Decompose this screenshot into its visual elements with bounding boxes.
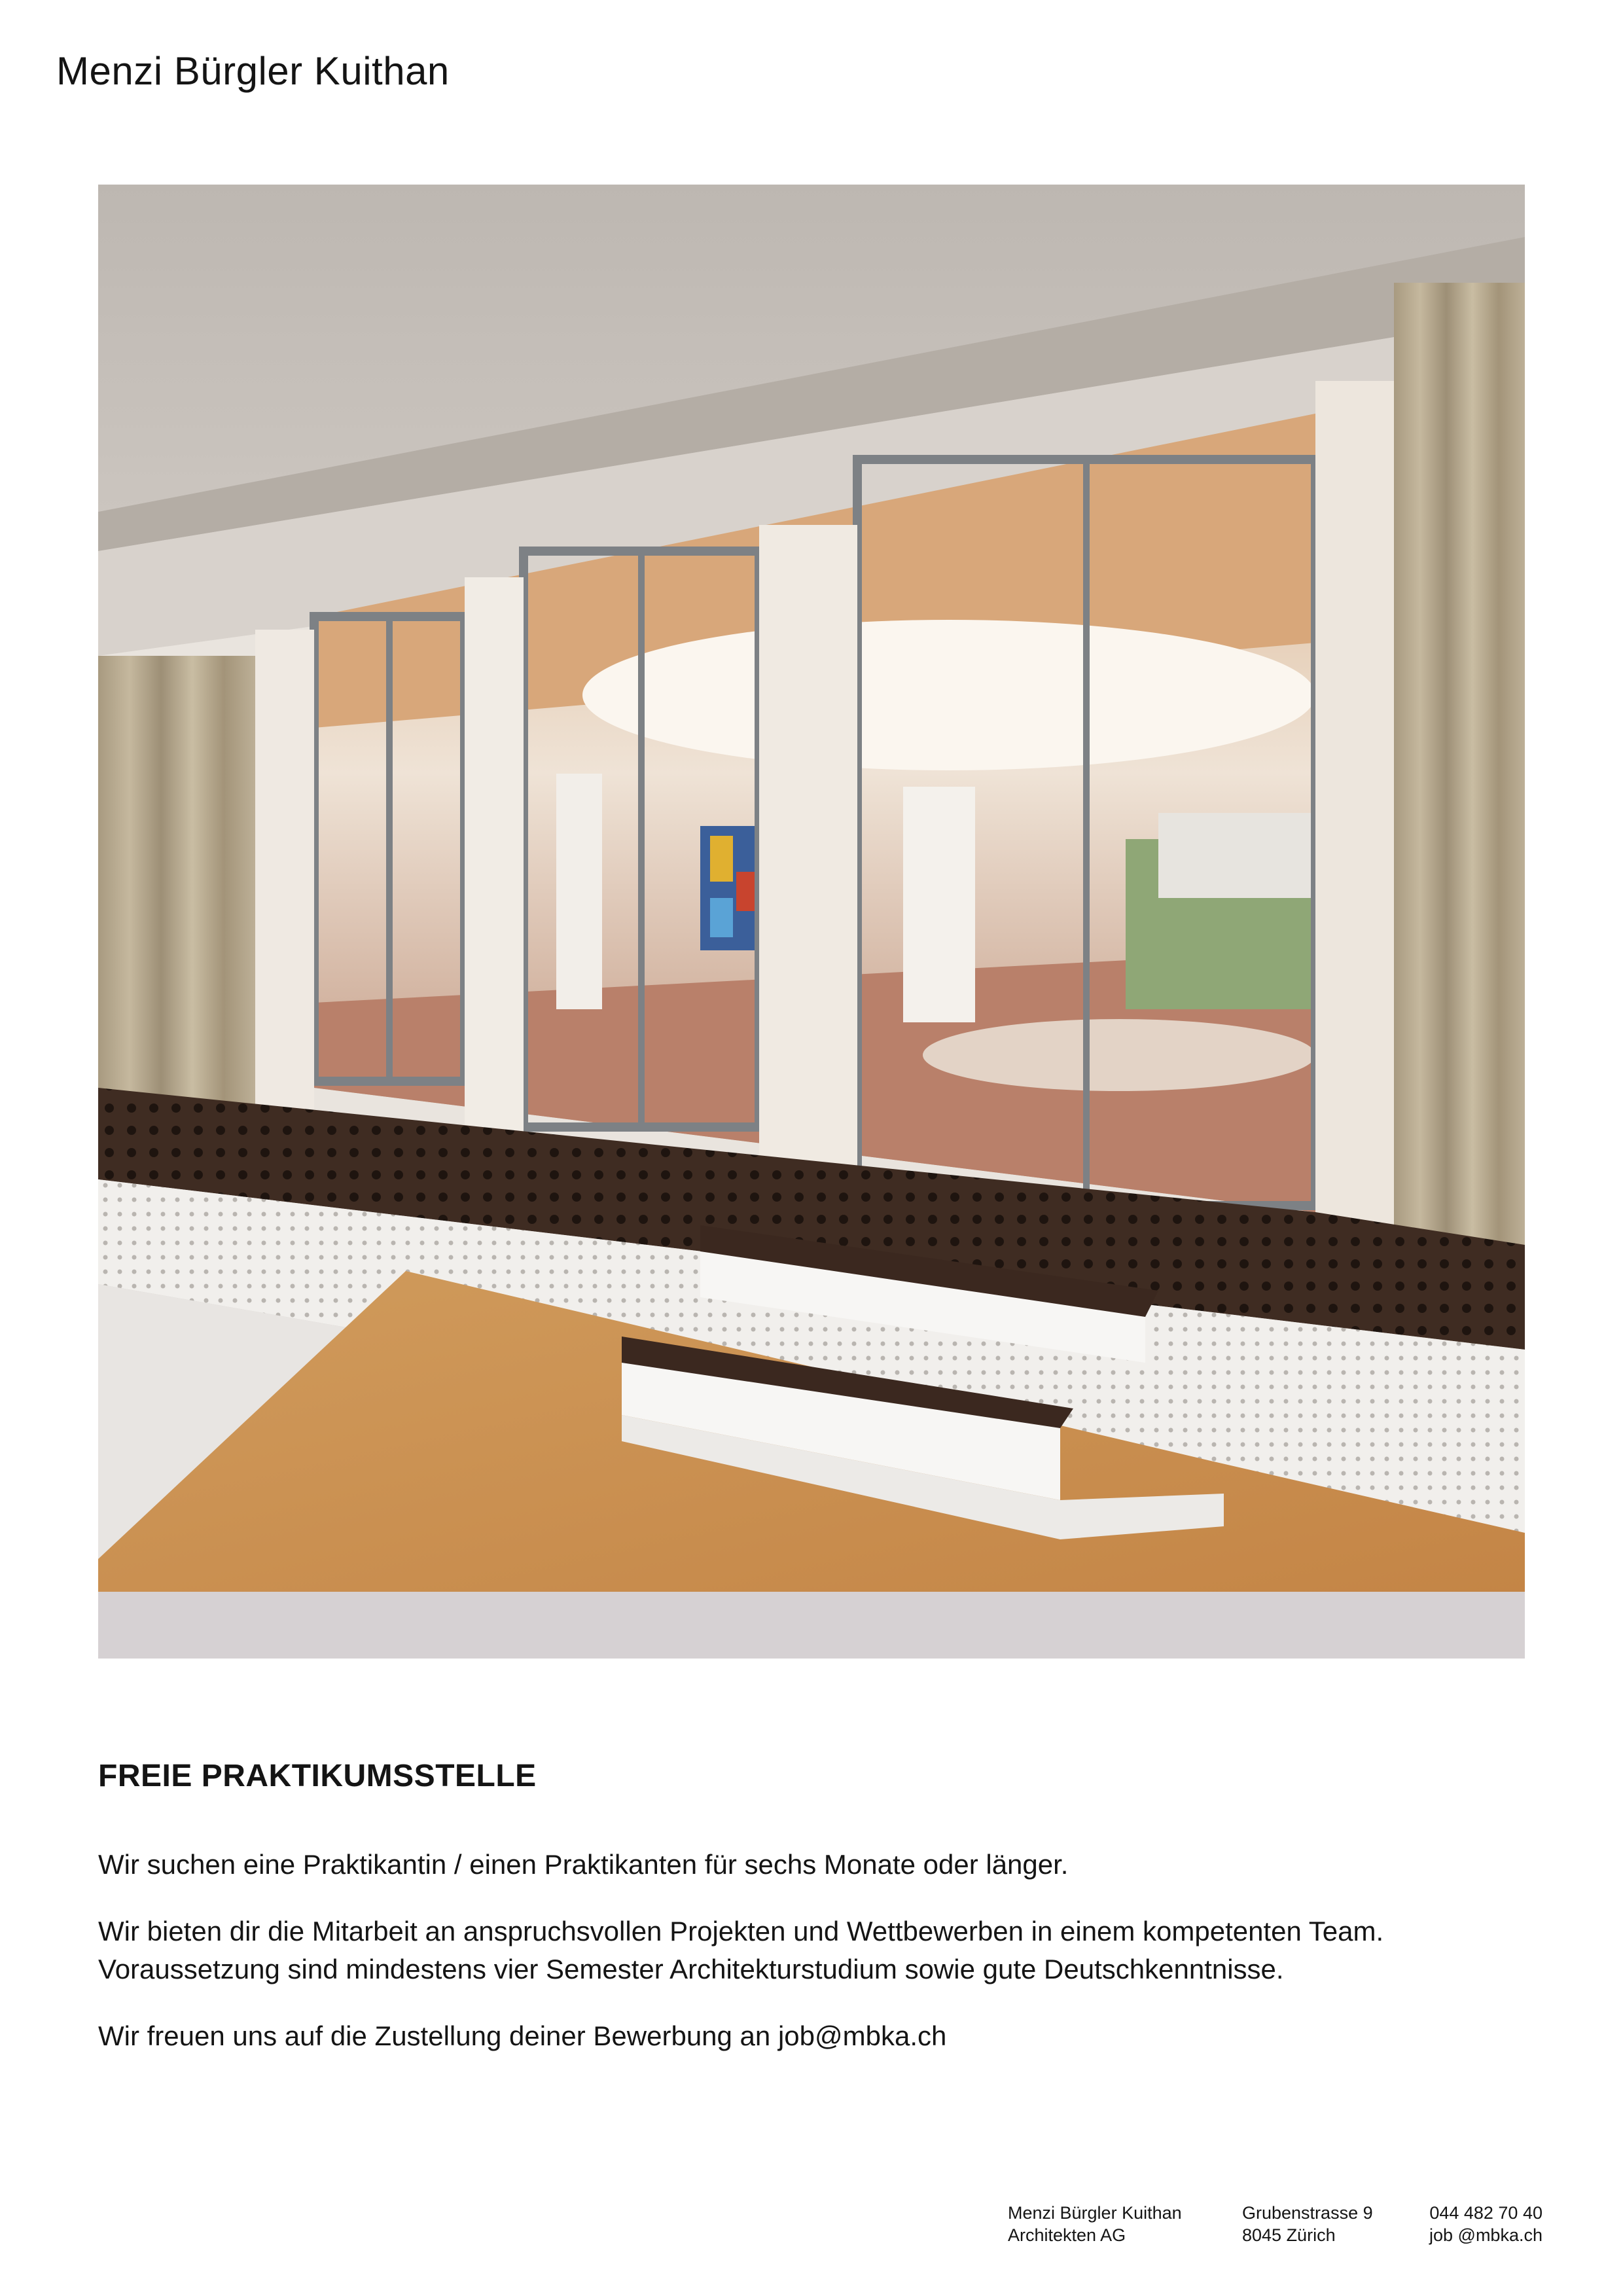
- application-paragraph: Wir freuen uns auf die Zustellung deiner Bewerbung an job@mbka.ch: [98, 2020, 947, 2051]
- footer-company-suffix: Architekten AG: [1008, 2225, 1126, 2245]
- footer-address: [1242, 2202, 1373, 2246]
- footer-company: [1008, 2202, 1182, 2246]
- footer-contact: [1429, 2202, 1543, 2246]
- intro-paragraph: Wir suchen eine Praktikantin / einen Praktikanten für sechs Monate oder länger.: [98, 1849, 1069, 1880]
- footer-email[interactable]: job @mbka.ch: [1429, 2225, 1543, 2245]
- footer-company-name: Menzi Bürgler Kuithan: [1008, 2203, 1182, 2223]
- footer-city: 8045 Zürich: [1242, 2225, 1336, 2245]
- hero-photo: [98, 185, 1525, 1659]
- footer-street: Grubenstrasse 9: [1242, 2203, 1373, 2223]
- hero-photo-illustration: [98, 185, 1525, 1659]
- footer-phone: 044 482 70 40: [1429, 2203, 1543, 2223]
- requirements-paragraph: Voraussetzung sind mindestens vier Semester Architekturstudium sowie gute Deutschkenntnisse.: [98, 1954, 1284, 1984]
- brand-logo-text: Menzi Bürgler Kuithan: [56, 49, 450, 93]
- job-heading: FREIE PRAKTIKUMSSTELLE: [98, 1759, 537, 1793]
- offer-paragraph: Wir bieten dir die Mitarbeit an anspruchsvollen Projekten und Wettbewerben in einem kompetenten Team.: [98, 1916, 1384, 1946]
